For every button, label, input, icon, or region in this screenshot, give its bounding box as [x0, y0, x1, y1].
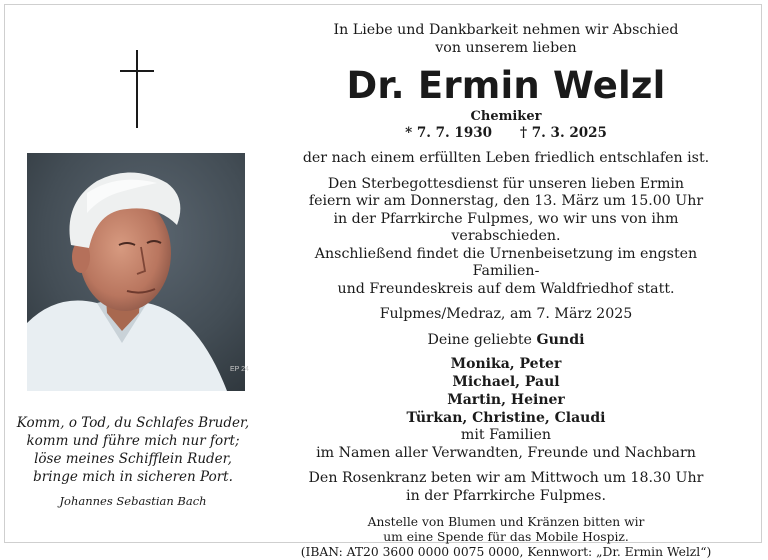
rosary-info [282, 470, 730, 505]
service-info [282, 176, 730, 299]
beloved-prefix: Deine geliebte [427, 331, 532, 348]
artist-signature: EP 24 [230, 366, 249, 373]
death-date: † 7. 3. 2025 [520, 125, 607, 141]
donation-line: um eine Spende für das Mobile Hospiz. [383, 530, 629, 544]
life-dates [282, 125, 730, 142]
service-line: Anschließend findet die Urnenbeisetzung im engsten Familien- [314, 245, 698, 279]
family-list [282, 355, 730, 427]
obituary-text [282, 22, 730, 560]
portrait-image [27, 153, 249, 391]
donation-info [282, 515, 730, 560]
poem-line: Komm, o Tod, du Schlafes Bruder, [16, 415, 250, 431]
family-member: Monika, Peter [450, 356, 562, 372]
poem-author: Johannes Sebastian Bach [59, 494, 207, 508]
poem-line: komm und führe mich nur fort; [26, 433, 240, 449]
intro-line: von unserem lieben [435, 39, 577, 56]
donation-line: Anstelle von Blumen und Kränzen bitten wir [367, 515, 645, 529]
relatives-line: im Namen aller Verwandten, Freunde und Nachbarn [316, 444, 696, 461]
beloved-name: Gundi [536, 331, 585, 348]
deceased-name: Dr. Ermin Welzl [346, 64, 666, 107]
family-member: Türkan, Christine, Claudi [406, 410, 606, 426]
cross-icon [120, 50, 154, 128]
birth-date: * 7. 7. 1930 [405, 125, 492, 141]
place-date: Fulpmes/Medraz, am 7. März 2025 [379, 306, 633, 322]
donation-line: (IBAN: AT20 3600 0000 0075 0000, Kennwort: „Dr. Ermin Welzl“) [300, 545, 712, 559]
profession: Chemiker [470, 109, 542, 124]
family-member: Michael, Paul [452, 374, 560, 390]
service-line: in der Pfarrkirche Fulpmes, wo wir uns von ihm verabschieden. [333, 210, 679, 244]
passing-text: der nach einem erfüllten Leben friedlich entschlafen ist. [302, 150, 710, 166]
with-families: mit Familien [460, 427, 552, 443]
rosary-line: Den Rosenkranz beten wir am Mittwoch um 18.30 Uhr [308, 470, 704, 486]
family-member: Martin, Heiner [447, 392, 565, 408]
poem-line: löse meines Schifflein Ruder, [34, 451, 232, 467]
rosary-line: in der Pfarrkirche Fulpmes. [406, 487, 606, 504]
service-line: feiern wir am Donnerstag, den 13. März um 15.00 Uhr [308, 193, 704, 209]
service-line: Den Sterbegottesdienst für unseren lieben Ermin [327, 175, 685, 192]
poem [8, 414, 258, 510]
intro-line: In Liebe und Dankbarkeit nehmen wir Abschied [333, 22, 679, 38]
poem-line: bringe mich in sicheren Port. [33, 469, 233, 485]
service-line: und Freundeskreis auf dem Waldfriedhof statt. [337, 280, 675, 297]
beloved-line [282, 332, 730, 350]
